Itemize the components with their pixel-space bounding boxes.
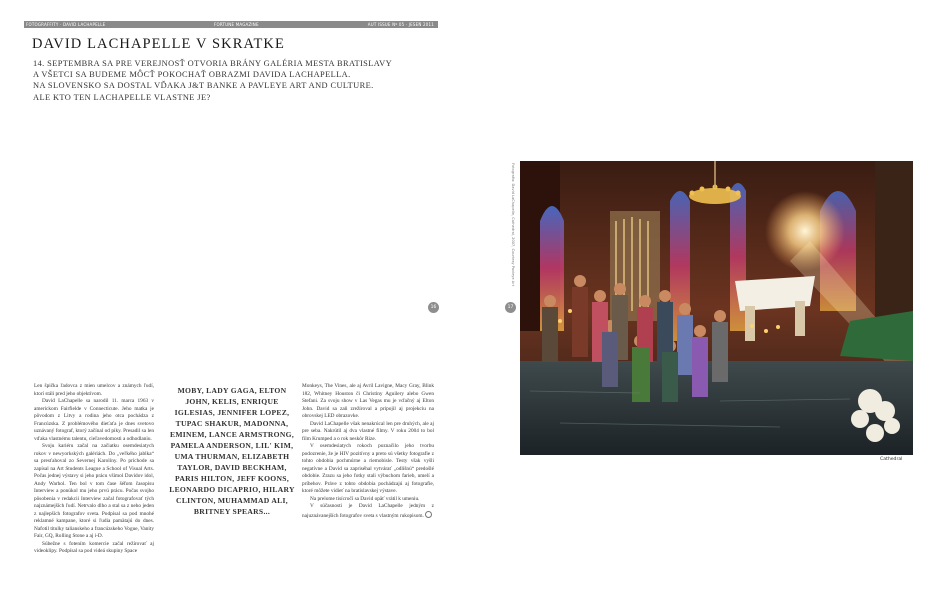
article-end-icon [425,511,432,518]
lead-line: A VŠETCI SA BUDEME MÔCŤ POKOCHAŤ OBRAZMI DAVIDA LACHAPELLA. [33,70,351,80]
body-paragraph: Monkeys, The Vines, ale aj Avril Lavigne, Macy Gray, Blink 182, Whitney Houston či Christiny Aguilery alebo Gwen Stefani. Za svoju show v Las Vegas mu je vďačný aj Elton John. David sa zaň zrežíroval a pripojil aj projekciu na obrovskej LED obrazovke. [302,383,434,419]
lead-line: 14. SEPTEMBRA SA PRE VEREJNOSŤ OTVORIA BRÁNY GALÉRIA MESTA BRATISLAVY [33,59,393,68]
header-issue-label: AUT ISSUE Nº 05 · JESEŇ 2011 [367,22,434,27]
header-section-label: FOTOGRAFFITY · DAVID LACHAPELLE [26,22,106,27]
body-paragraph: Na prelome tisícročí sa David opäť vrátil k umeniu. [310,495,420,502]
body-paragraph: David LaChapelle sa narodil 11. marca 1963 v americkom Fairfielde v Connecticute. Jeho matka je pôvodom z Litvy a rodina jeho otca pochádza z Francúzska. Z problémového dieťaťa je dnes svetovo uznávaný fotograf, ktorý začínal od piky. Presadil sa len vďaka vlastnému talentu, cieľavedomosti a odhodlaniu. [34,398,154,442]
cathedral-illustration [520,161,913,455]
body-column-1 [34,383,154,556]
page-number-left: 16 [428,302,439,313]
header-bar [24,21,438,28]
header-magazine-name: FORTUNE MAGAZINE [214,22,259,27]
body-paragraph: Svoju kariéru začal na začiatku osemdesiatych rokov v newyorkských galériách. Do „veľkého jablka“ sa presťahoval zo Severnej Karolíny. Po príchode sa zapísal na Art Students League a School of Visual Arts. Počas jednej výstavy si jeho prácu všimol Davidov idol, Andy Warhol. Ten bol v tom čase šéfom časopisu Interview a ponúkol mu jeho prvú prácu. Počas svojho pôsobenia v redakcii Interview začal fotografovať tých najznámejších ľudí. Netrvalo dlho a stal sa z neho jeden z najlepších fotografov sveta. Podpísal sa pod mnohé reklamné kampane, ktoré si ľudia pamätajú do dnes. Nafotil titulky talianskeho a francúzskeho Vogue, Vanity Fair, GQ, Rolling Stone a aj i-D. [34,443,154,539]
body-paragraph: David LaChapelle však nenakrúcal len pre druhých, ale aj pre seba. Nakrútil aj dva vlastné filmy. V roku 2004 to bol film Krumped a o rok neskôr Rize. [302,420,434,442]
page-number-right: 17 [505,302,516,313]
body-paragraph-text: V súčasnosti je David LaChapelle jedným z najuznávanejších fotografov sveta s vlastným rukopisom. [302,503,434,519]
article-lead [33,58,453,103]
body-paragraph: Len špička ľadovca z mien umelcov a známych ľudí, ktorí stáli pred jeho objektívom. [34,383,154,397]
photo-credit-text: Fotografia: David LaChapelle, Cathedral, 2007, Courtesy Pavleye Art [511,163,515,287]
body-column-3 [302,383,434,520]
cathedral-photo [520,161,913,455]
celebrity-names-pullquote: MOBY, LADY GAGA, ELTON JOHN, KELIS, ENRIQUE IGLESIAS, JENNIFER LOPEZ, TUPAC SHAKUR, MADONNA, EMINEM, LANCE ARMSTRONG, PAMELA ANDERSON, LIL' KIM, UMA THURMAN, ELIZABETH TAYLOR, DAVID BECKHAM, PARIS HILTON, JEFF KOONS, LEONARDO DICAPRIO, HILARY CLINTON, MUHAMMAD ALI, BRITNEY SPEARS... [169,386,295,516]
lead-line: ALE KTO TEN LACHAPELLE VLASTNE JE? [33,92,211,102]
lead-line: NA SLOVENSKO SA DOSTAL VĎAKA J&T BANKE A PAVLEYE ART AND CULTURE. [33,81,374,91]
photo-credit [509,163,517,328]
body-paragraph: V osemdesiatych rokoch poznačilo jeho tvorbu podozrenie, že je HIV pozitívny a preto sú všetky fotografie z tohto obdobia pochmúrne a riemobisle. Testy však vyšli negatívne a David sa zapriséhal vytvárať „odlišnú“ predošlé obdobie. Zrazu sa jeho fotky stali výbuchom farieb, umelí a príbehov. Práve z tohto obdobia pochádzajú aj fotografie, ktoré môžete vidieť na bratislavskej výstave. [302,443,434,494]
body-paragraph: Súbežne s fotením komercie začal režírovať aj videoklipy. Podpísal sa pod videá skupiny Space [34,540,154,554]
article-title: DAVID LACHAPELLE V SKRATKE [32,36,285,52]
photo-caption: Cathedral [880,457,903,462]
body-paragraph [302,503,434,520]
